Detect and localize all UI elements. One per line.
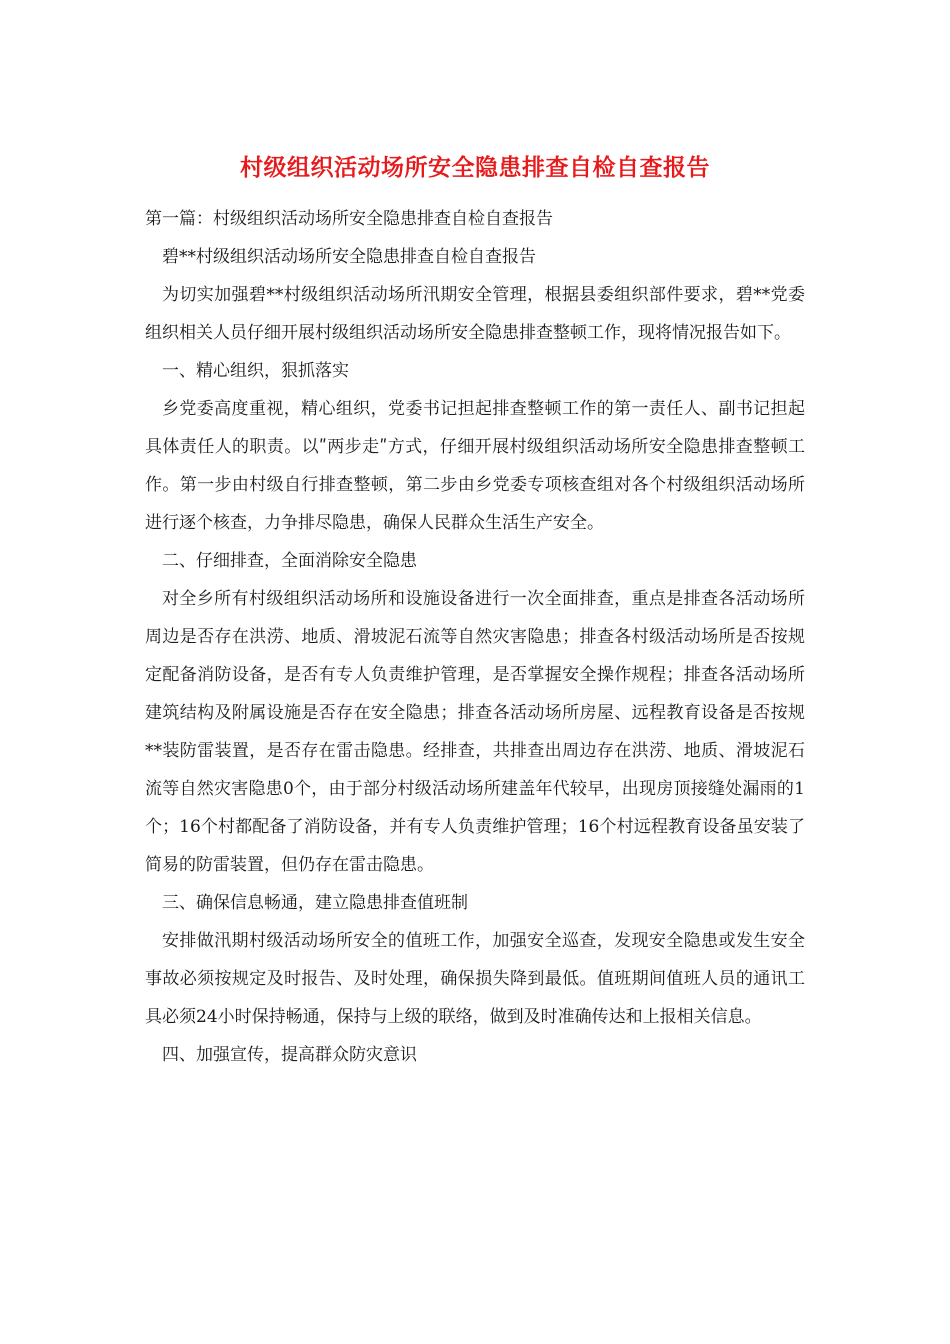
document-title: 村级组织活动场所安全隐患排查自检自查报告 xyxy=(240,154,710,181)
chapter-heading: 第一篇：村级组织活动场所安全隐患排查自检自查报告 xyxy=(145,209,553,229)
section-heading-2: 二、仔细排查，全面消除安全隐患 xyxy=(162,551,417,571)
section-body-2: 对全乡所有村级组织活动场所和设施设备进行一次全面排查，重点是排查各活动场所周边是否存在洪涝、地质、滑坡泥石流等自然灾害隐患；排查各村级活动场所是否按规定配备消防设备，是否有专人负责维护管理，是否掌握安全操作规程；排查各活动场所建筑结构及附属设施是否存在安全隐患；排查各活动场所房屋、远程教育设备是否按规**装防雷装置，是否存在雷击隐患。经排查，共排查出周边存在洪涝、地质、滑坡泥石流等自然灾害隐患0个，由于部分村级活动场所建盖年代较早，出现房顶接缝处漏雨的1个；16个村都配备了消防设备，并有专人负责维护管理；16个村远程教育设备虽安装了简易的防雷装置，但仍存在雷击隐患。 xyxy=(145,589,805,875)
document-body xyxy=(145,148,805,1074)
section-heading-1: 一、精心组织，狠抓落实 xyxy=(162,361,349,381)
section-heading-4: 四、加强宣传，提高群众防灾意识 xyxy=(162,1045,417,1065)
section-heading-3: 三、确保信息畅通，建立隐患排查值班制 xyxy=(162,893,468,913)
intro-paragraph: 为切实加强碧**村级组织活动场所汛期安全管理，根据县委组织部件要求，碧**党委组织相关人员仔细开展村级组织活动场所安全隐患排查整顿工作，现将情况报告如下。 xyxy=(145,285,805,343)
report-subtitle: 碧**村级组织活动场所安全隐患排查自检自查报告 xyxy=(162,247,536,267)
section-body-1: 乡党委高度重视，精心组织，党委书记担起排查整顿工作的第一责任人、副书记担起具体责任人的职责。以ʺ两步走ʺ方式，仔细开展村级组织活动场所安全隐患排查整顿工作。第一步由村级自行排查整顿，第二步由乡党委专项核查组对各个村级组织活动场所进行逐个核查，力争排尽隐患，确保人民群众生活生产安全。 xyxy=(145,399,805,533)
section-body-3: 安排做汛期村级活动场所安全的值班工作，加强安全巡查，发现安全隐患或发生安全事故必须按规定及时报告、及时处理，确保损失降到最低。值班期间值班人员的通讯工具必须24小时保持畅通，保持与上级的联络，做到及时准确传达和上报相关信息。 xyxy=(145,931,805,1027)
